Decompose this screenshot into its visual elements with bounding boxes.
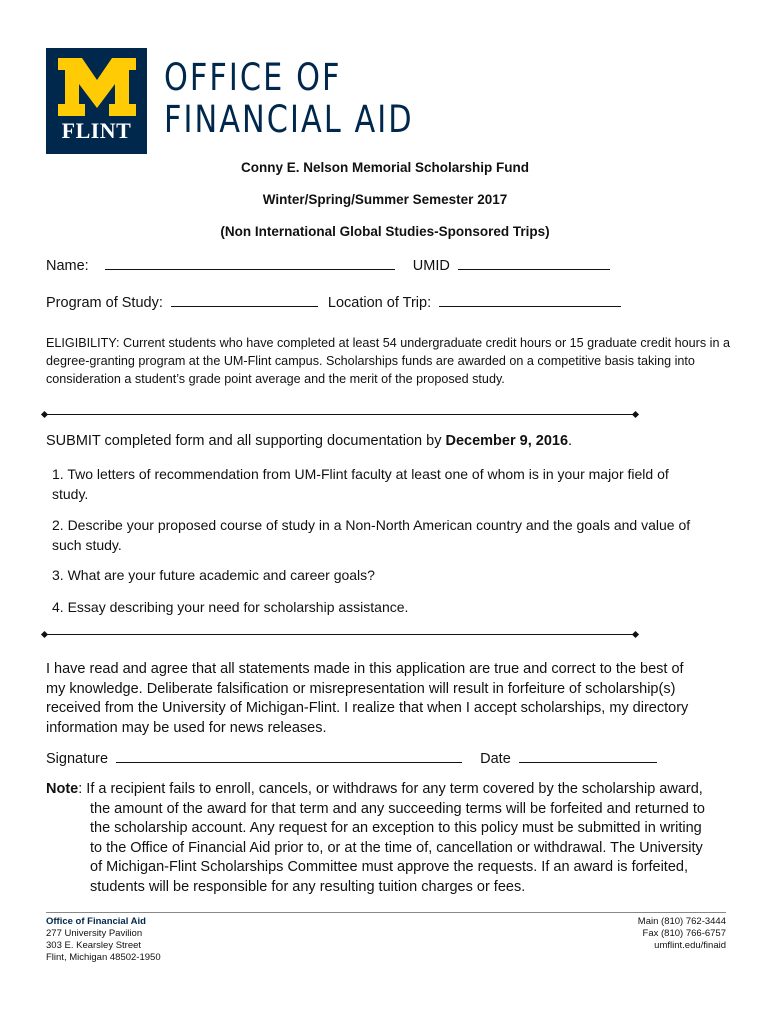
requirement-item: 2. Describe your proposed course of study in a Non-North American country and the goals and value of such study. [52, 517, 691, 553]
office-title-line2: FINANCIAL AID [164, 98, 414, 141]
block-m-icon [58, 58, 136, 116]
date-field[interactable] [519, 748, 657, 763]
name-field[interactable] [105, 255, 395, 270]
footer-website-link[interactable]: umflint.edu/finaid [654, 940, 726, 951]
office-title-line1: OFFICE OF [164, 56, 342, 99]
section-divider [42, 412, 638, 418]
program-row [46, 292, 621, 311]
submit-text: SUBMIT completed form and all supporting documentation by [46, 433, 446, 449]
signature-row [46, 748, 657, 767]
submit-deadline: December 9, 2016 [445, 433, 569, 449]
requirement-item: 3. What are your future academic and career goals? [52, 567, 375, 583]
scholarship-title: Conny E. Nelson Memorial Scholarship Fund [240, 160, 530, 175]
location-label: Location of Trip: [327, 295, 432, 311]
logo-flint-text: FLINT [61, 118, 132, 143]
requirement-item: 1. Two letters of recommendation from UM-Flint faculty at least one of whom is in your major field of study. [52, 466, 669, 502]
program-label: Program of Study: [46, 295, 163, 311]
semester-title: Winter/Spring/Summer Semester 2017 [262, 192, 508, 207]
program-field[interactable] [171, 292, 318, 307]
footer-office-name: Office of Financial Aid [46, 916, 146, 927]
trip-subtitle: (Non International Global Studies-Sponsored Trips) [220, 224, 550, 239]
signature-label: Signature [46, 751, 109, 767]
footer-phone: Main (810) 762-3444 [637, 916, 726, 927]
requirement-item: 4. Essay describing your need for scholarship assistance. [52, 599, 409, 615]
umid-field[interactable] [458, 255, 610, 270]
name-row [46, 255, 610, 274]
umid-label: UMID [412, 258, 450, 274]
footer-divider [46, 912, 726, 913]
eligibility-text: ELIGIBILITY: Current students who have completed at least 54 undergraduate credit hours or 15 graduate credit hours in a degree-granting program at the UM-Flint campus. Scholarships funds are awarded on a competitive basis taking into consideration a student’s grade point average and the merit of the proposed study. [46, 336, 730, 386]
note-label: Note [46, 781, 79, 797]
name-label: Name: [46, 258, 89, 274]
location-field[interactable] [439, 292, 621, 307]
footer-address [46, 916, 161, 964]
footer-fax: Fax (810) 766-6757 [642, 928, 726, 939]
footer-address-line: 303 E. Kearsley Street [46, 940, 142, 951]
certification-statement: I have read and agree that all statements made in this application are true and correct to the best of my knowledge. Deliberate falsification or misrepresentation will result in forfeiture of scholarship(s) received from the University of Michigan-Flint. I realize that when I accept scholarships, my directory information may be used for news releases. [46, 661, 689, 736]
footer-contact [560, 916, 726, 952]
um-flint-logo [46, 48, 147, 154]
section-divider [42, 632, 638, 638]
submit-instructions [46, 433, 572, 449]
note-section [46, 780, 706, 897]
date-label: Date [480, 751, 511, 767]
footer-address-line: Flint, Michigan 48502-1950 [46, 952, 161, 963]
note-text: : If a recipient fails to enroll, cancels, or withdraws for any term covered by the scholarship award, the amount of the award for that term and any succeeding terms will be forfeited and returned to the scholarship account. Any request for an exception to this policy must be submitted in writing to the Office of Financial Aid prior to, or at the time of, cancellation or withdrawal. The University of Michigan-Flint Scholarships Committee must approve the requests. If an award is forfeited, students will be responsible for any resulting tuition charges or fees. [78, 781, 705, 895]
signature-field[interactable] [116, 748, 462, 763]
submit-end: . [568, 433, 573, 449]
footer-address-line: 277 University Pavilion [46, 928, 143, 939]
